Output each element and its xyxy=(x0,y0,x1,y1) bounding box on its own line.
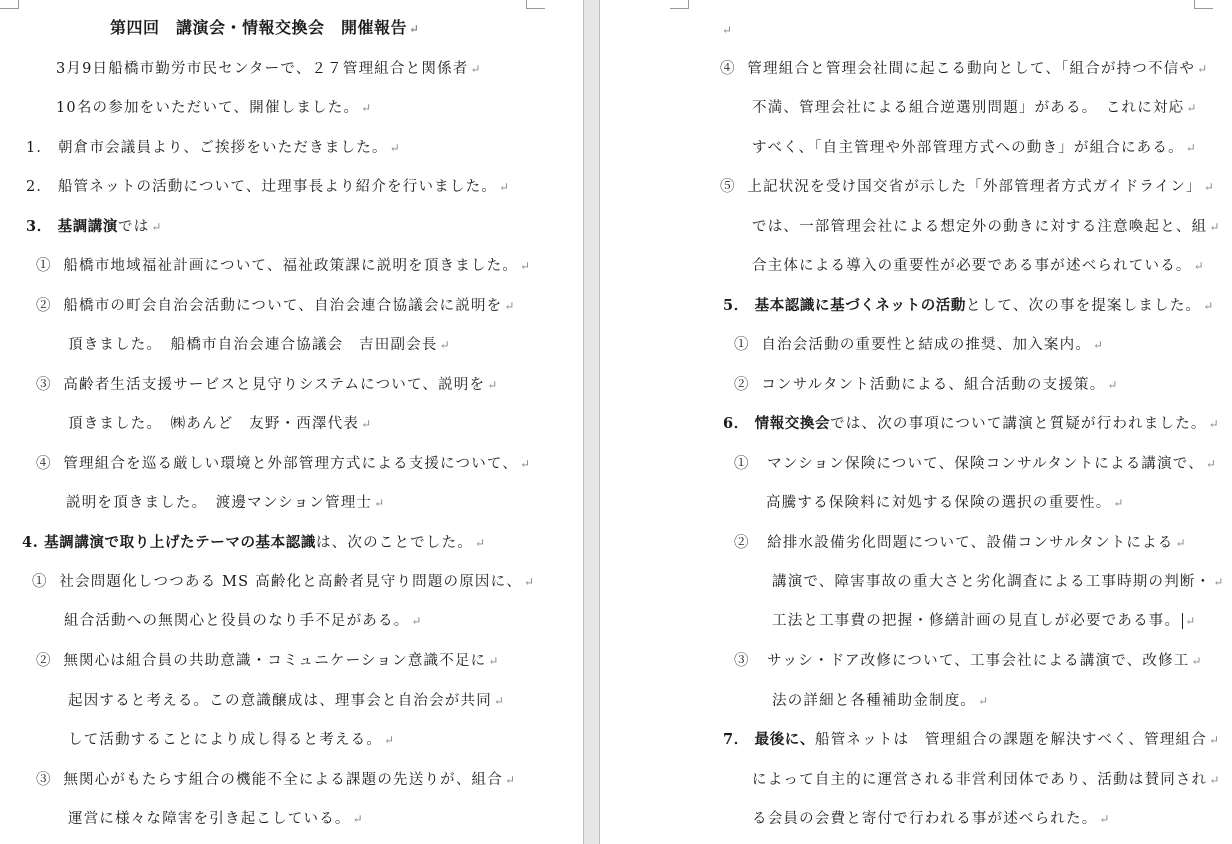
paragraph-mark: ↵ xyxy=(361,101,372,115)
text-run: 管理組合と管理会社間に起こる動向として、「組合が持つ不信や xyxy=(747,61,1196,77)
text-run: 講演で、障害事故の重大さと劣化調査による工事時期の判断・ xyxy=(772,574,1212,590)
paragraph-mark: ↵ xyxy=(389,141,400,155)
paragraph-mark: ↵ xyxy=(1209,773,1220,787)
margin-corner-mark xyxy=(0,0,19,9)
document-page-right[interactable] xyxy=(600,0,1232,844)
list-item-continuation[interactable] xyxy=(68,730,394,750)
text-run: 自治会活動の重要性と結成の推奨、加入案内。 xyxy=(761,337,1092,353)
text-run: 給排水設備劣化問題について、設備コンサルタントによる xyxy=(767,535,1174,551)
page-edge xyxy=(583,0,584,844)
text-run: 最後に、 xyxy=(754,731,816,748)
text-run: 船橋市地域福祉計画について、福祉政策課に説明を頂きました。 xyxy=(63,258,519,274)
intro-line[interactable] xyxy=(56,98,371,118)
text-run: 船管ネットは 管理組合の課題を解決すべく、管理組合 xyxy=(815,732,1207,748)
text-run: ② xyxy=(36,653,52,669)
text-run: 第四回 講演会・情報交換会 開催報告 xyxy=(110,18,408,37)
paragraph-mark: ↵ xyxy=(1205,457,1216,471)
paragraph-mark: ↵ xyxy=(1186,101,1197,115)
list-item[interactable] xyxy=(36,770,515,790)
paragraph-mark: ↵ xyxy=(1099,812,1110,826)
text-run: 説明を頂きました。 渡邊マンション管理士 xyxy=(66,495,373,511)
text-run: ③ xyxy=(36,772,52,788)
paragraph-mark: ↵ xyxy=(1213,575,1224,589)
list-item[interactable] xyxy=(734,375,1117,395)
text-run: ③ xyxy=(734,653,750,669)
text-run: ② xyxy=(36,298,52,314)
text-run: によって自主的に運営される非営利団体であり、活動は賛同され xyxy=(752,772,1208,788)
text-run: すべく、「自主管理や外部管理方式への動き」が組合にある。 xyxy=(752,140,1184,156)
section-7-heading[interactable] xyxy=(723,730,1219,750)
margin-corner-mark xyxy=(1194,0,1213,9)
text-run: 運営に様々な障害を引き起こしている。 xyxy=(68,811,351,827)
empty-paragraph[interactable] xyxy=(720,20,732,40)
text-run: 管理組合を巡る厳しい環境と外部管理方式による支援について、 xyxy=(63,456,519,472)
paragraph-mark: ↵ xyxy=(1203,299,1214,313)
text-run: は、次のことでした。 xyxy=(315,535,473,551)
list-item[interactable] xyxy=(734,454,1216,474)
list-item[interactable] xyxy=(720,177,1214,197)
paragraph-mark: ↵ xyxy=(487,378,498,392)
paragraph-mark: ↵ xyxy=(1093,338,1104,352)
text-run: ② xyxy=(734,535,750,551)
text-run: る会員の会費と寄付で行われる事が述べられた。 xyxy=(752,811,1098,827)
text-run: 朝倉市会議員より、ご挨拶をいただきました。 xyxy=(57,140,388,156)
list-item[interactable] xyxy=(32,572,534,592)
document-page-left[interactable] xyxy=(0,0,584,844)
text-run: 高齢者生活支援サービスと見守りシステムについて、説明を xyxy=(63,377,486,393)
text-run: 1． xyxy=(26,140,53,156)
paragraph-mark: ↵ xyxy=(474,536,486,550)
text-run: では xyxy=(118,219,150,235)
section-6-heading[interactable] xyxy=(723,414,1219,434)
paragraph-mark: ↵ xyxy=(439,338,450,352)
list-item-continuation[interactable] xyxy=(772,572,1223,592)
list-item-continuation[interactable] xyxy=(64,611,421,631)
paragraph-mark: ↵ xyxy=(151,220,162,234)
text-run: 組合活動への無関心と役員のなり手不足がある。 xyxy=(64,613,410,629)
paragraph-mark: ↵ xyxy=(1185,614,1196,628)
text-run: ④ xyxy=(720,61,736,77)
text-run: 6． xyxy=(723,415,749,432)
paragraph-mark: ↵ xyxy=(1175,536,1186,550)
paragraph-mark: ↵ xyxy=(1197,62,1208,76)
paragraph-mark: ↵ xyxy=(384,733,395,747)
text-run: では、次の事項について講演と質疑が行われました。 xyxy=(830,416,1207,432)
paragraph-mark: ↵ xyxy=(1209,220,1220,234)
list-item-continuation[interactable] xyxy=(752,256,1204,276)
text-run: ① xyxy=(32,574,48,590)
text-run: では、一部管理会社による想定外の動きに対する注意喚起と、組 xyxy=(752,219,1208,235)
text-cursor xyxy=(1182,613,1183,629)
text-run: ④ xyxy=(36,456,52,472)
text-run: 無関心がもたらす組合の機能不全による課題の先送りが、組合 xyxy=(63,772,503,788)
text-run: 起因すると考える。この意識醸成は、理事会と自治会が共同 xyxy=(68,693,492,709)
text-run: 7． xyxy=(723,731,749,748)
list-item-continuation[interactable] xyxy=(68,414,371,434)
text-run: 頂きました。 船橋市自治会連合協議会 吉田副会長 xyxy=(68,337,438,353)
text-run: 2． xyxy=(26,179,53,195)
text-run: マンション保険について、保険コンサルタントによる講演で、 xyxy=(767,456,1204,472)
list-item-continuation[interactable] xyxy=(68,809,363,829)
paragraph-mark: ↵ xyxy=(470,62,481,76)
paragraph-mark: ↵ xyxy=(411,614,422,628)
text-run: 基調講演 xyxy=(57,218,119,235)
list-item[interactable] xyxy=(734,533,1186,553)
paragraph-mark: ↵ xyxy=(1107,378,1118,392)
text-run: 3． xyxy=(26,218,52,235)
section-5-heading[interactable] xyxy=(723,296,1213,316)
text-run: ⑤ xyxy=(720,179,736,195)
paragraph-mark: ↵ xyxy=(409,22,420,36)
paragraph-mark: ↵ xyxy=(1208,417,1219,431)
page-gutter xyxy=(584,0,600,844)
list-item[interactable] xyxy=(36,296,514,316)
section-7-continuation[interactable] xyxy=(752,770,1219,790)
margin-corner-mark xyxy=(670,0,689,9)
text-run: 法の詳細と各種補助金制度。 xyxy=(772,693,977,709)
paragraph-mark: ↵ xyxy=(1185,141,1196,155)
margin-corner-mark xyxy=(526,0,545,9)
paragraph-mark: ↵ xyxy=(520,259,531,273)
text-run: 基調講演で取り上げたテーマの基本認識 xyxy=(44,534,316,551)
text-run: 高騰する保険料に対処する保険の選択の重要性。 xyxy=(766,495,1112,511)
text-run: ① xyxy=(734,456,750,472)
text-run: 10名の参加をいただいて、開催しました。 xyxy=(56,100,360,116)
text-run: 船管ネットの活動について、辻理事長より紹介を行いました。 xyxy=(57,179,497,195)
text-run: コンサルタント活動による、組合活動の支援策。 xyxy=(761,377,1106,393)
text-run: ① xyxy=(734,337,750,353)
paragraph-mark: ↵ xyxy=(1208,733,1219,747)
list-item-continuation[interactable] xyxy=(752,98,1196,118)
text-run: 基本認識に基づくネットの活動 xyxy=(754,297,967,314)
text-run: ③ xyxy=(36,377,52,393)
text-run: 頂きました。 ㈱あんど 友野・西澤代表 xyxy=(68,416,360,432)
text-run: して活動することにより成し得ると考える。 xyxy=(68,732,382,748)
paragraph-mark: ↵ xyxy=(1203,180,1214,194)
section-2[interactable] xyxy=(26,177,509,197)
text-run: 合主体による導入の重要性が必要である事が述べられている。 xyxy=(752,258,1192,274)
list-item-continuation[interactable] xyxy=(752,138,1196,158)
text-run: 5． xyxy=(723,297,749,314)
text-run: サッシ・ドア改修について、工事会社による講演で、改修工 xyxy=(767,653,1190,669)
list-item-continuation[interactable] xyxy=(766,493,1123,513)
list-item[interactable] xyxy=(36,256,530,276)
section-4-heading[interactable] xyxy=(22,533,485,553)
paragraph-mark: ↵ xyxy=(722,23,733,37)
list-item[interactable] xyxy=(36,454,530,474)
text-run: として、次の事を提案しました。 xyxy=(966,298,1202,314)
text-run: ② xyxy=(734,377,750,393)
text-run: 社会問題化しつつある MS 高齢化と高齢者見守り問題の原因に、 xyxy=(59,574,523,590)
paragraph-mark: ↵ xyxy=(1113,496,1124,510)
paragraph-mark: ↵ xyxy=(361,417,372,431)
list-item[interactable] xyxy=(734,335,1103,355)
list-item-continuation[interactable] xyxy=(66,493,384,513)
list-item-continuation[interactable] xyxy=(68,335,450,355)
text-run: 3月9日船橋市勤労市民センターで、２７管理組合と関係者 xyxy=(56,61,469,77)
section-3-heading[interactable] xyxy=(26,217,161,237)
paragraph-mark: ↵ xyxy=(1191,654,1202,668)
list-item[interactable] xyxy=(720,59,1207,79)
text-run: 情報交換会 xyxy=(754,415,831,432)
text-run: 船橋市の町会自治会活動について、自治会連合協議会に説明を xyxy=(63,298,503,314)
page-title[interactable] xyxy=(110,18,419,39)
paragraph-mark: ↵ xyxy=(1193,259,1204,273)
paragraph-mark: ↵ xyxy=(493,694,504,708)
section-7-continuation[interactable] xyxy=(752,809,1109,829)
text-run: 無関心は組合員の共助意識・コミュニケーション意識不足に xyxy=(63,653,487,669)
section-1[interactable] xyxy=(26,138,400,158)
text-run: ① xyxy=(36,258,52,274)
paragraph-mark: ↵ xyxy=(488,654,499,668)
text-run: 工法と工事費の把握・修繕計画の見直しが必要である事。 xyxy=(772,613,1181,629)
paragraph-mark: ↵ xyxy=(504,299,515,313)
paragraph-mark: ↵ xyxy=(504,773,515,787)
paragraph-mark: ↵ xyxy=(374,496,385,510)
text-run: 上記状況を受け国交省が示した「外部管理者方式ガイドライン」 xyxy=(747,179,1202,195)
paragraph-mark: ↵ xyxy=(524,575,535,589)
list-item-continuation[interactable] xyxy=(752,217,1219,237)
paragraph-mark: ↵ xyxy=(498,180,510,194)
list-item-continuation[interactable] xyxy=(772,611,1195,631)
paragraph-mark: ↵ xyxy=(978,694,989,708)
list-item[interactable] xyxy=(36,651,498,671)
paragraph-mark: ↵ xyxy=(520,457,531,471)
list-item-continuation[interactable] xyxy=(772,691,988,711)
list-item[interactable] xyxy=(36,375,497,395)
intro-line[interactable] xyxy=(56,59,481,79)
list-item-continuation[interactable] xyxy=(68,691,504,711)
text-run: 4. xyxy=(22,534,39,551)
text-run: 不満、管理会社による組合逆選別問題」がある。 これに対応 xyxy=(752,100,1185,116)
list-item[interactable] xyxy=(734,651,1202,671)
paragraph-mark: ↵ xyxy=(352,812,363,826)
